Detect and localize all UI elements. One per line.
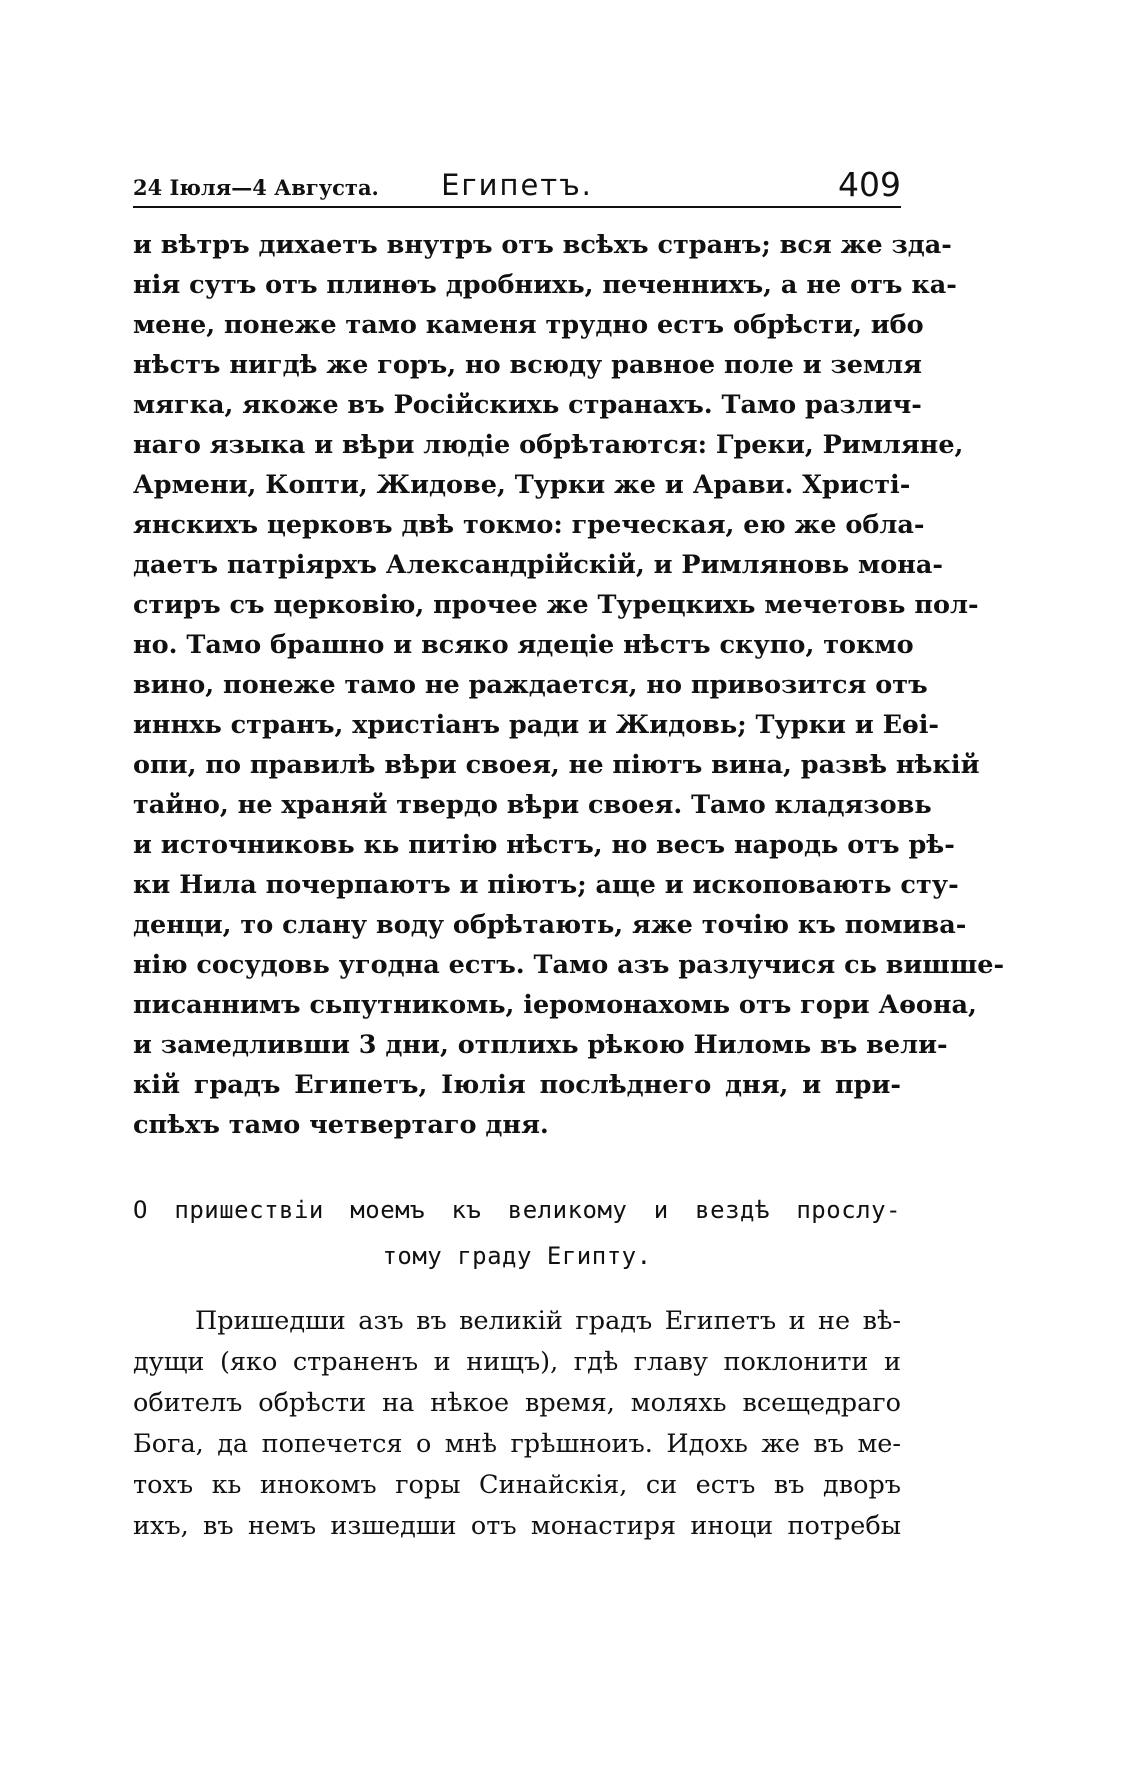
- text-line: нія сутъ отъ плинѳъ дробнихь, печеннихъ, а не отъ ка-: [133, 270, 957, 300]
- section-heading-line: О пришествіи моемъ къ великому и вездѣ прослу-: [133, 1196, 901, 1224]
- text-line: ихъ, въ немъ изшедши отъ монастиря иноци потребы: [133, 1511, 901, 1541]
- running-head: [133, 162, 901, 208]
- section-text: [133, 1301, 901, 1547]
- text-line: денци, то слану воду обрѣтають, яже точію къ помива-: [133, 910, 967, 940]
- text-line: и вѣтръ дихаетъ внутръ отъ всѣхъ странъ; вся же зда-: [133, 230, 952, 260]
- text-line: стиръ съ церковію, прочее же Турецкихь мечетовь пол-: [133, 590, 979, 620]
- text-line: спѣхъ тамо четвертаго дня.: [133, 1110, 549, 1140]
- text-line: нѣстъ нигдѣ же горъ, но всюду равное поле и земля: [133, 350, 922, 380]
- text-line: Бога, да попечется о мнѣ грѣшноиъ. Идохь же въ ме-: [133, 1429, 901, 1459]
- text-line: тохъ кь инокомъ горы Синайскія, си естъ въ дворъ: [133, 1470, 901, 1500]
- text-line: вино, понеже тамо не раждается, но привозится отъ: [133, 670, 928, 700]
- text-line: писаннимъ сьпутникомь, іеромонахомь отъ гори Аѳона,: [133, 990, 977, 1020]
- text-line: опи, по правилѣ вѣри своея, не піютъ вина, развѣ нѣкій: [133, 750, 980, 780]
- text-line: ки Нила почерпаютъ и піютъ; аще и ископовають сту-: [133, 870, 959, 900]
- section-heading: [133, 1187, 901, 1279]
- text-line: Пришедши азъ въ великій градъ Египетъ и не вѣ-: [195, 1306, 901, 1336]
- running-head-title: Египетъ.: [441, 168, 593, 202]
- section-heading-line: тому граду Египту.: [382, 1242, 652, 1270]
- text-line: и источниковь кь питію нѣстъ, но весъ народь отъ рѣ-: [133, 830, 955, 860]
- text-line: тайно, не храняй твердо вѣри своея. Тамо кладязовь: [133, 790, 932, 820]
- text-line: дущи (яко страненъ и нищъ), гдѣ главу поклонити и: [133, 1347, 901, 1377]
- text-line: даетъ патріярхъ Александрійскій, и Римляновь мона-: [133, 550, 943, 580]
- text-line: мягка, якоже въ Російскихь странахъ. Тамо различ-: [133, 390, 922, 420]
- text-line: мене, понеже тамо каменя трудно естъ обрѣсти, ибо: [133, 310, 924, 340]
- text-line: Армени, Копти, Жидове, Турки же и Арави. Христі-: [133, 470, 911, 500]
- text-line: янскихъ церковъ двѣ токмо: греческая, ею же обла-: [133, 510, 925, 540]
- page-number: 409: [838, 165, 901, 204]
- text-line: обителъ обрѣсти на нѣкое время, моляхь всещедраго: [133, 1388, 901, 1418]
- body-text: [133, 225, 1005, 1145]
- text-line: иннхь странъ, христіанъ ради и Жидовь; Турки и Еѳі-: [133, 710, 939, 740]
- text-line: и замедливши 3 дни, отплихь рѣкою Ниломь въ вели-: [133, 1030, 948, 1060]
- text-line: наго языка и вѣри людіе обрѣтаются: Греки, Римляне,: [133, 430, 964, 460]
- text-line: нію сосудовь угодна естъ. Тамо азъ разлучися сь вишше-: [133, 950, 1005, 980]
- text-line: но. Тамо брашно и всяко ядеціе нѣстъ скупо, токмо: [133, 630, 914, 660]
- text-line: кій градъ Египетъ, Іюлія послѣднего дня, и при-: [133, 1070, 901, 1100]
- running-head-date: 24 Іюля—4 Августа.: [133, 175, 379, 200]
